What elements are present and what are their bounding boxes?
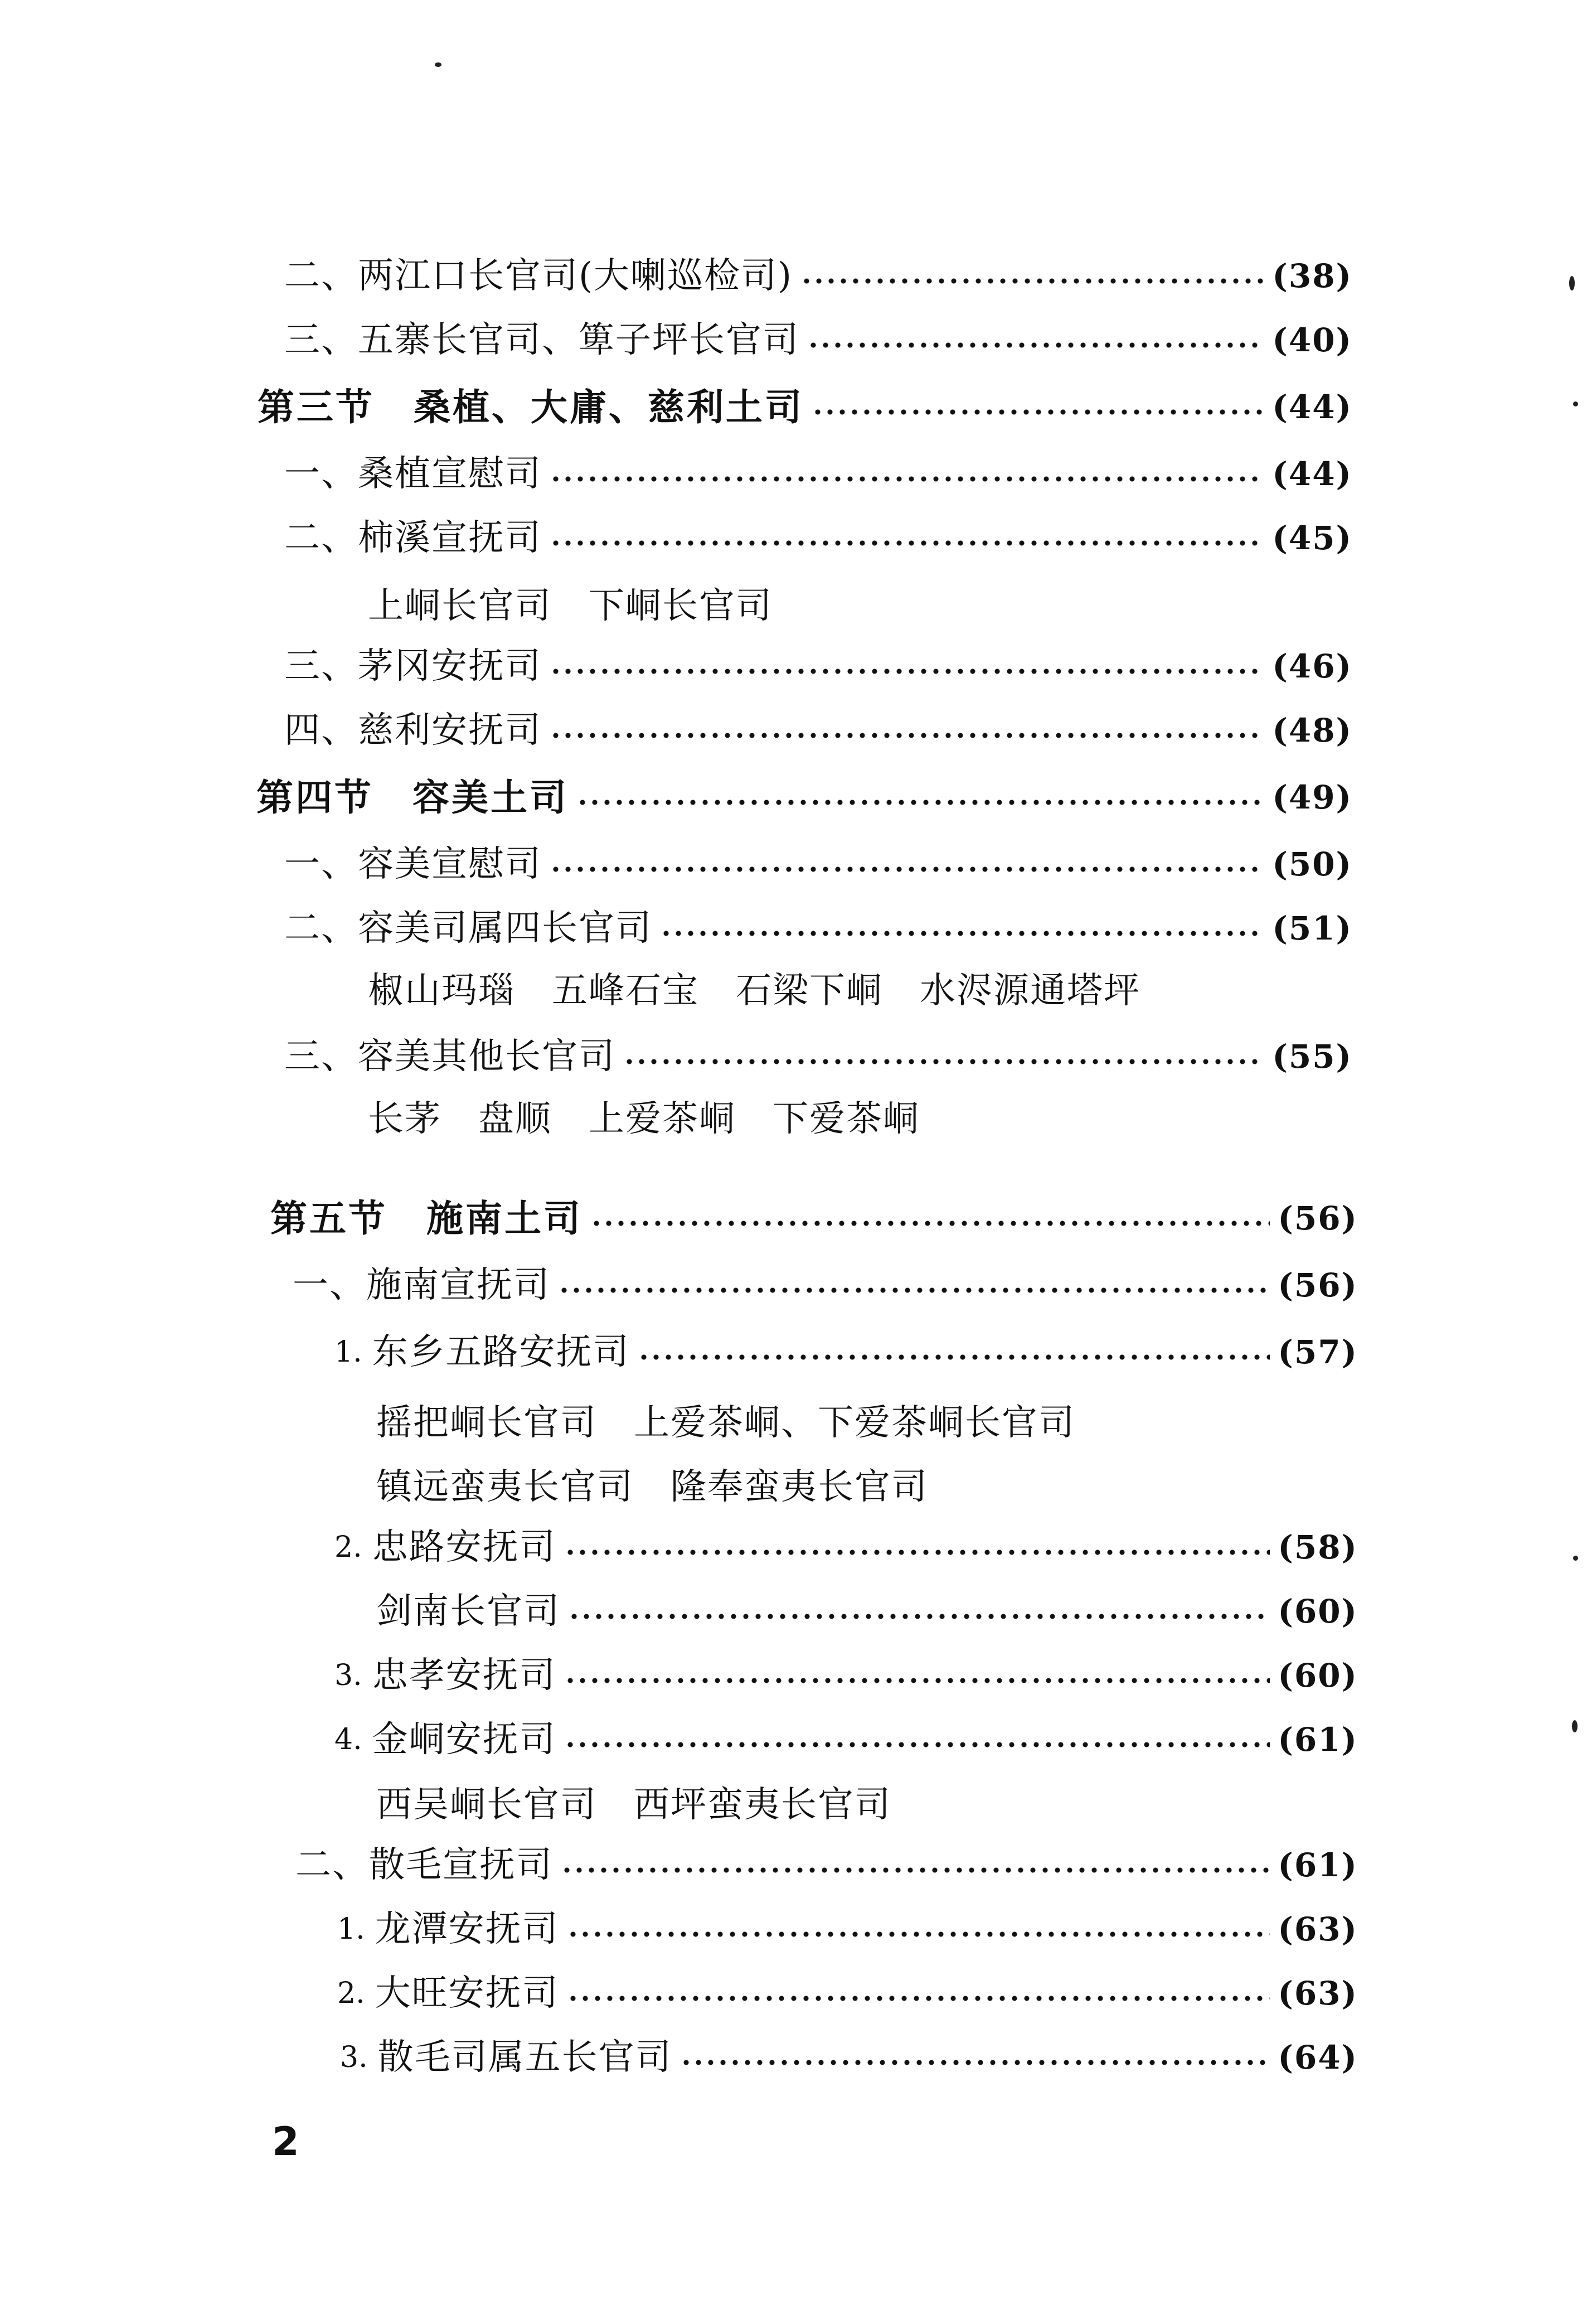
leader-dots	[564, 1742, 1270, 1747]
scan-speck	[1569, 276, 1575, 290]
entry-page: (57)	[1278, 1333, 1358, 1371]
toc-entry	[0, 1834, 1592, 1896]
toc-subentry: 上峒长官司 下峒长官司	[368, 585, 773, 627]
section-title: 第三节 桑植、大庸、慈利土司	[258, 385, 804, 429]
entry-page: (49)	[1272, 778, 1352, 816]
leader-dots	[558, 1287, 1270, 1293]
entry-title: 一、桑植宣慰司	[284, 453, 542, 495]
toc-entry	[0, 507, 1592, 569]
entry-page: (56)	[1278, 1199, 1358, 1237]
toc-subentry: 长茅 盘顺 上爱茶峒 下爱茶峒	[368, 1098, 920, 1140]
leader-dots	[623, 1059, 1264, 1064]
leader-dots	[550, 540, 1264, 546]
entry-page: (48)	[1272, 711, 1352, 749]
entry-title: 忠路安抚司	[372, 1527, 556, 1568]
toc-entry	[0, 1517, 1592, 1578]
leader-dots	[800, 278, 1264, 284]
toc-entry	[0, 1026, 1592, 1087]
entry-page: (44)	[1272, 455, 1352, 493]
toc-subentry: 摇把峒长官司 上爱茶峒、下爱茶峒长官司	[376, 1402, 1075, 1444]
scan-speck	[435, 62, 441, 67]
entry-page: (44)	[1272, 388, 1352, 426]
toc-subentry: 镇远蛮夷长官司 隆奉蛮夷长官司	[376, 1466, 928, 1508]
entry-title: 金峒安抚司	[372, 1719, 556, 1760]
toc-entry	[0, 1321, 1592, 1383]
leader-dots	[567, 1996, 1270, 2001]
entry-number: 4.	[334, 1723, 362, 1756]
entry-page: (51)	[1272, 909, 1352, 947]
scan-speck	[1572, 1720, 1578, 1732]
leader-dots	[564, 1550, 1270, 1555]
entry-number: 2.	[334, 1531, 362, 1564]
entry-title: 东乡五路安抚司	[372, 1332, 630, 1373]
scan-speck	[1573, 1556, 1578, 1561]
leader-dots	[550, 866, 1264, 872]
leader-dots	[550, 669, 1264, 674]
entry-title: 二、容美司属四长官司	[284, 908, 652, 949]
leader-dots	[568, 1614, 1270, 1619]
toc-section-heading	[0, 376, 1592, 438]
leader-dots	[680, 2060, 1270, 2065]
section-title: 第五节 施南土司	[270, 1197, 583, 1240]
toc-entry	[0, 1899, 1592, 1960]
entry-page: (40)	[1272, 321, 1352, 359]
entry-page: (58)	[1278, 1528, 1358, 1566]
toc-entry	[0, 1645, 1592, 1706]
entry-title: 四、慈利安抚司	[284, 710, 542, 751]
entry-page: (50)	[1272, 845, 1352, 883]
entry-number: 1.	[334, 1335, 362, 1369]
leader-dots	[807, 342, 1264, 348]
page-number: 2	[272, 2119, 299, 2165]
toc-entry	[0, 700, 1592, 761]
toc-subentry: 西吴峒长官司 西坪蛮夷长官司	[376, 1784, 891, 1826]
leader-dots	[561, 1867, 1270, 1873]
entry-number: 3.	[340, 2041, 368, 2074]
toc-subentry: 椒山玛瑙 五峰石宝 石梁下峒 水浕源通塔坪	[368, 970, 1140, 1011]
toc-entry	[0, 2027, 1592, 2088]
entry-title: 忠孝安抚司	[372, 1655, 556, 1696]
entry-page: (55)	[1272, 1038, 1352, 1076]
toc-entry	[0, 636, 1592, 697]
entry-title: 三、五寨长官司、箄子坪长官司	[284, 319, 799, 361]
leader-dots	[550, 733, 1264, 738]
entry-title: 二、两江口长官司(大喇巡检司)	[284, 255, 793, 297]
scan-speck	[1573, 401, 1578, 406]
entry-title: 龙潭安抚司	[375, 1909, 559, 1950]
entry-title: 一、容美宣慰司	[284, 844, 542, 885]
toc-entry	[0, 898, 1592, 959]
entry-title: 散毛司属五长官司	[377, 2037, 672, 2078]
entry-title: 三、茅冈安抚司	[284, 646, 542, 687]
entry-title: 一、施南宣抚司	[293, 1265, 550, 1306]
entry-number: 3.	[334, 1659, 362, 1692]
leader-dots	[590, 1221, 1270, 1226]
toc-entry	[0, 834, 1592, 895]
entry-title: 二、散毛宣抚司	[295, 1844, 553, 1886]
entry-page: (60)	[1278, 1592, 1358, 1630]
entry-number: 2.	[337, 1977, 365, 2010]
entry-page: (63)	[1278, 1974, 1358, 2012]
leader-dots	[812, 409, 1264, 415]
leader-dots	[550, 476, 1264, 482]
entry-page: (38)	[1272, 257, 1352, 295]
toc-entry	[0, 1963, 1592, 2024]
leader-dots	[567, 1931, 1270, 1937]
entry-title: 剑南长官司	[376, 1591, 560, 1632]
toc-section-heading	[0, 1188, 1592, 1249]
entry-page: (61)	[1278, 1721, 1358, 1759]
toc-entry	[0, 1581, 1592, 1642]
toc-entry	[0, 443, 1592, 505]
leader-dots	[638, 1354, 1270, 1360]
entry-title: 大旺安抚司	[375, 1973, 559, 2014]
toc-entry	[0, 1255, 1592, 1316]
entry-number: 1.	[337, 1913, 365, 1946]
entry-page: (64)	[1278, 2039, 1358, 2076]
leader-dots	[564, 1678, 1270, 1683]
entry-page: (56)	[1278, 1266, 1358, 1304]
toc-entry	[0, 1709, 1592, 1770]
entry-title: 三、容美其他长官司	[284, 1036, 615, 1077]
entry-page: (63)	[1278, 1910, 1358, 1948]
section-title: 第四节 容美土司	[256, 776, 569, 819]
entry-page: (60)	[1278, 1657, 1358, 1694]
toc-entry	[0, 309, 1592, 371]
entry-page: (46)	[1272, 647, 1352, 685]
toc-entry	[0, 245, 1592, 307]
toc-section-heading	[0, 767, 1592, 828]
entry-title: 二、柿溪宣抚司	[284, 517, 542, 559]
entry-page: (45)	[1272, 519, 1352, 557]
leader-dots	[576, 800, 1264, 805]
entry-page: (61)	[1278, 1846, 1358, 1884]
leader-dots	[660, 931, 1264, 936]
